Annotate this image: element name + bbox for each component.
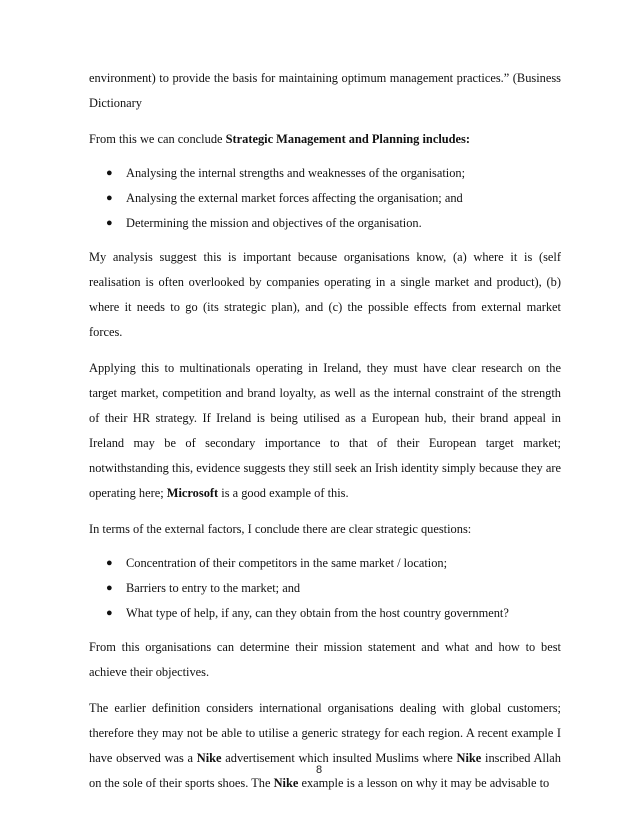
bold-term-nike: Nike (196, 751, 222, 765)
bold-term-microsoft: Microsoft (166, 486, 219, 500)
paragraph-analysis (89, 245, 561, 345)
paragraph-text: From this organisations can determine their mission statement and what and how to best achieve their objectives. (89, 640, 561, 679)
bullet-icon: ● (106, 167, 113, 179)
list-item (89, 186, 561, 211)
paragraph-text: My analysis suggest this is important because organisations know, (a) where it is (self realisation is often overlooked by companies operating in a single market and product), (b) where it needs to go (its strategic plan), and (c) the possible effects from external market forces. (89, 250, 561, 339)
paragraph-multinationals (89, 356, 561, 506)
paragraph-text: Applying this to multinationals operating in Ireland, they must have clear research on the target market, competition and brand loyalty, as well as the internal constraint of the strength of their HR strategy. If Ireland is being utilised as a European hub, their brand appeal in Ireland may be of secondary importance to that of their European target market; notwithstanding this, evidence suggests they still seek an Irish identity simply because they are operating here; (89, 361, 561, 500)
paragraph-nike-example (89, 696, 561, 796)
list-item-text: What type of help, if any, can they obtain from the host country government? (126, 606, 509, 620)
paragraph-text: The earlier definition considers international organisations dealing with global customers; therefore they may not be able to utilise a generic strategy for each region. A recent example I have observed was a (89, 701, 561, 765)
bullet-list-analysis (89, 161, 561, 236)
bullet-icon: ● (106, 192, 113, 204)
bold-term-strategic-management: Strategic Management and Planning (225, 132, 420, 146)
document-page (89, 66, 561, 807)
list-item (89, 576, 561, 601)
list-item (89, 551, 561, 576)
list-item (89, 601, 561, 626)
list-item-text: Barriers to entry to the market; and (126, 581, 301, 595)
page-number: 8 (315, 764, 323, 776)
paragraph-text: is a good example of this. (218, 486, 349, 500)
bullet-icon: ● (106, 582, 113, 594)
paragraph-conclusion (89, 127, 561, 152)
list-item-text: Analysing the external market forces affecting the organisation; and (126, 191, 463, 205)
paragraph-text: environment) to provide the basis for maintaining optimum management practices.” (Business Dictionary (89, 71, 561, 110)
bullet-icon: ● (106, 557, 113, 569)
paragraph-text: includes: (419, 132, 470, 146)
list-item-text: Analysing the internal strengths and weaknesses of the organisation; (126, 166, 466, 180)
paragraph-business-dictionary (89, 66, 561, 116)
bullet-icon: ● (106, 217, 113, 229)
bullet-icon: ● (106, 607, 113, 619)
paragraph-text: inscribed Allah on the sole of their sports shoes. The (89, 751, 561, 790)
paragraph-text: advertisement which insulted Muslims where (221, 751, 457, 765)
paragraph-external-factors (89, 517, 561, 542)
list-item-text: Determining the mission and objectives of the organisation. (126, 216, 422, 230)
paragraph-text: example is a lesson on why it may be advisable to (298, 776, 550, 790)
list-item-text: Concentration of their competitors in the same market / location; (126, 556, 448, 570)
list-item (89, 161, 561, 186)
list-item (89, 211, 561, 236)
bullet-list-strategic-questions (89, 551, 561, 626)
bold-term-nike: Nike (456, 751, 482, 765)
paragraph-mission-statement (89, 635, 561, 685)
bold-term-nike: Nike (273, 776, 299, 790)
paragraph-text: From this we can conclude (89, 132, 226, 146)
paragraph-text: In terms of the external factors, I conclude there are clear strategic questions: (89, 522, 472, 536)
